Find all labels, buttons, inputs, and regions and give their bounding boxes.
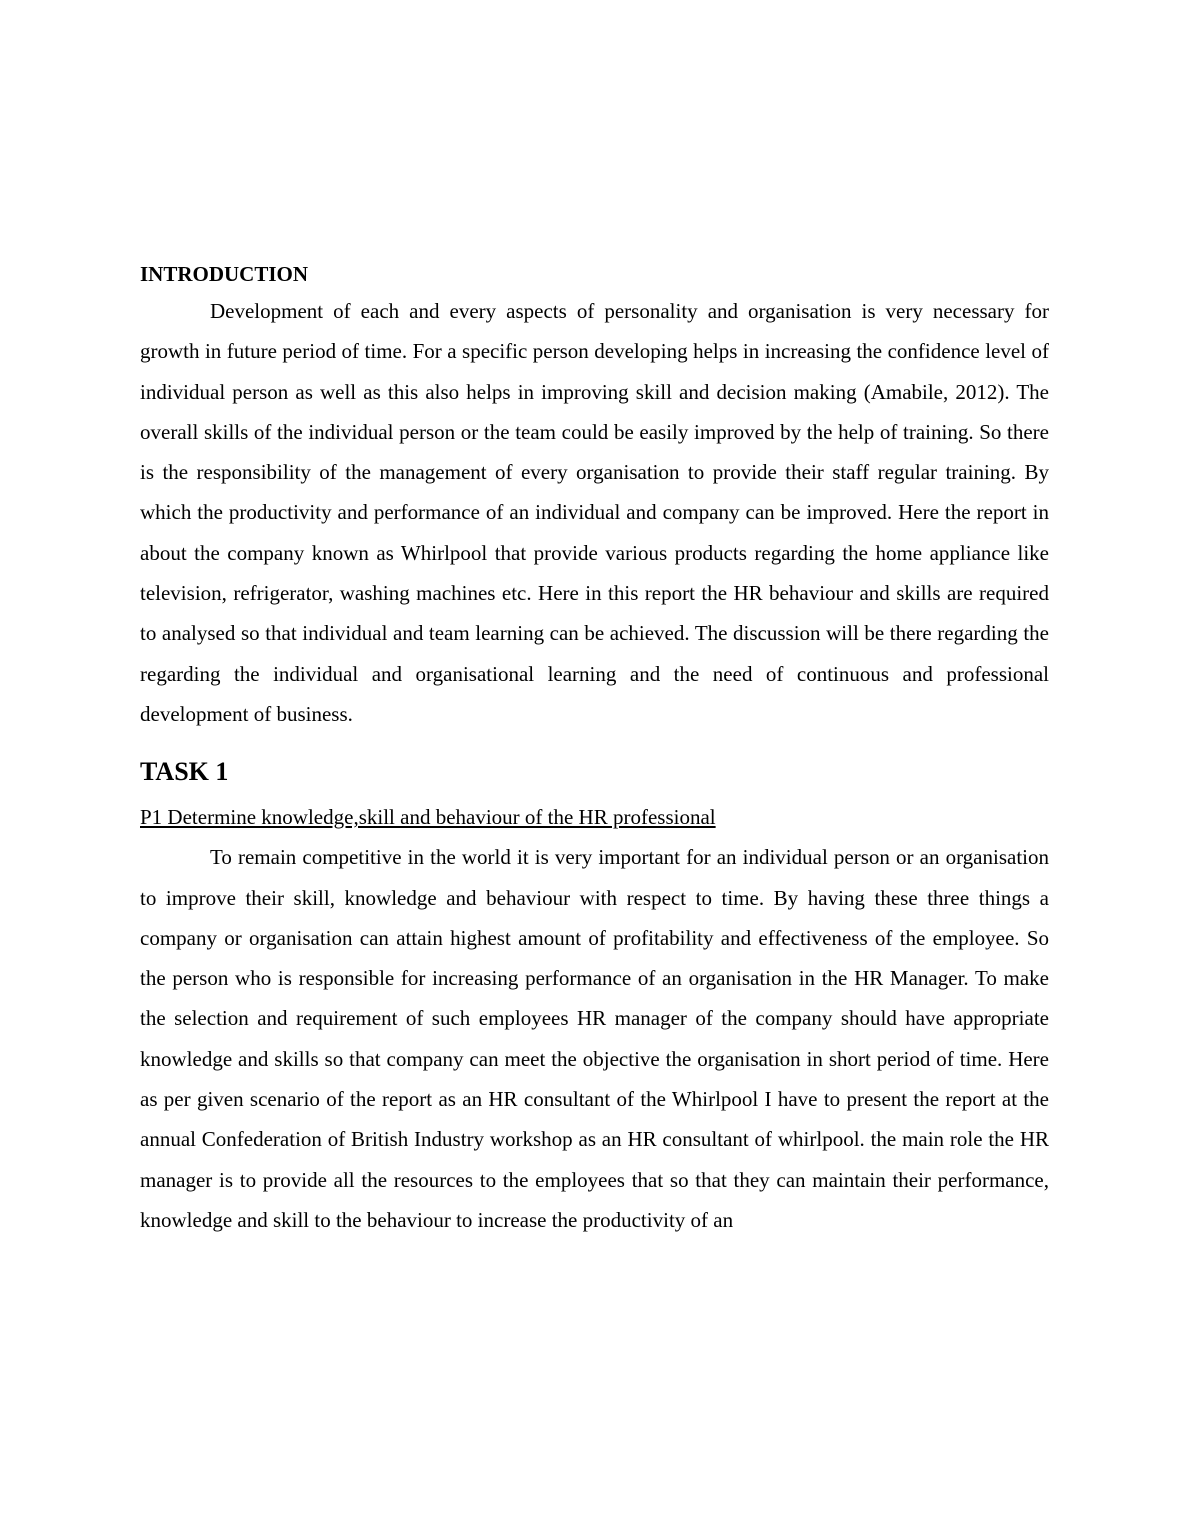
introduction-paragraph: Development of each and every aspects of personality and organisation is very necessary for growth in future period of time. For a specific person developing helps in increasing the confidence level of individual person as well as this also helps in improving skill and decision making (Amabile, 2012). The overall skills of the individual person or the team could be easily improved by the help of training. So there is the responsibility of the management of every organisation to provide their staff regular training. By which the productivity and performance of an individual and company can be improved. Here the report in about the company known as Whirlpool that provide various products regarding the home appliance like television, refrigerator, washing machines etc. Here in this report the HR behaviour and skills are required to analysed so that individual and team learning can be achieved. The discussion will be there regarding the regarding the individual and organisational learning and the need of continuous and professional development of business. xyxy=(140,299,1049,726)
document-body xyxy=(140,258,1049,1240)
task-1-heading: TASK 1 xyxy=(140,757,229,787)
p1-subheading: P1 Determine knowledge,skill and behaviour of the HR professional xyxy=(140,805,716,830)
p1-paragraph: To remain competitive in the world it is very important for an individual person or an organisation to improve their skill, knowledge and behaviour with respect to time. By having these three things a company or organisation can attain highest amount of profitability and effectiveness of the employee. So the person who is responsible for increasing performance of an organisation in the HR Manager. To make the selection and requirement of such employees HR manager of the company should have appropriate knowledge and skills so that company can meet the objective the organisation in short period of time. Here as per given scenario of the report as an HR consultant of the Whirlpool I have to present the report at the annual Confederation of British Industry workshop as an HR consultant of whirlpool. the main role the HR manager is to provide all the resources to the employees that so that they can maintain their performance, knowledge and skill to the behaviour to increase the productivity of an xyxy=(140,845,1049,1232)
introduction-heading: INTRODUCTION xyxy=(140,262,309,286)
